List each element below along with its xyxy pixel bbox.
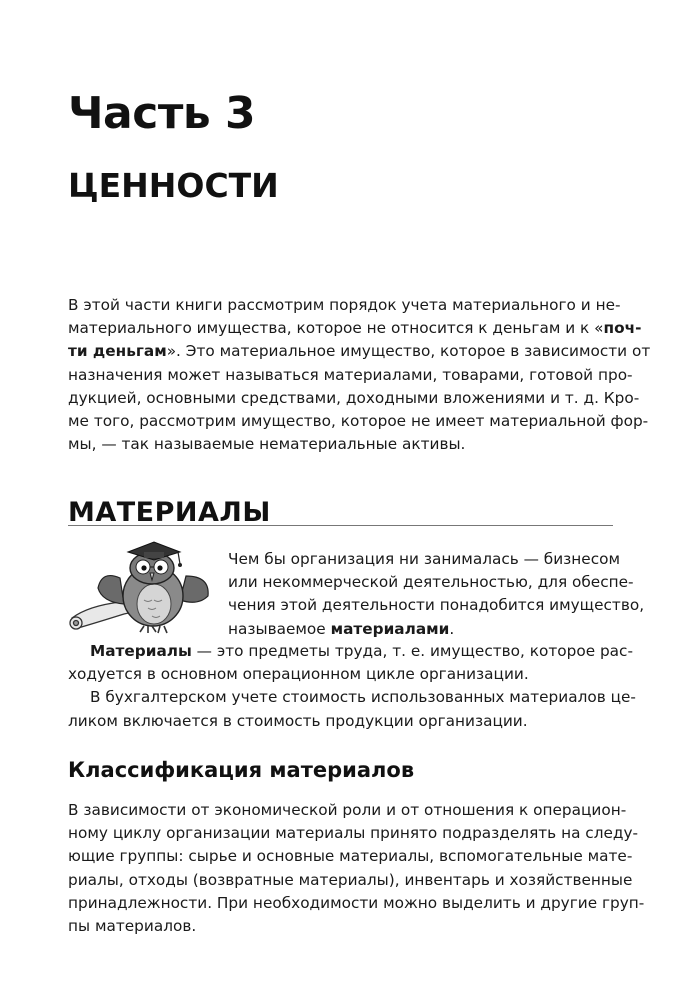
part-subtitle: ЦЕННОСТИ xyxy=(68,166,279,205)
def-line: ходуется в основном операционном цикле организации. xyxy=(68,665,529,684)
term: Материалы xyxy=(90,642,192,660)
materials-definition-paragraph xyxy=(68,640,636,733)
emphasis: материалами xyxy=(330,619,450,638)
side-line: чения этой деятельности понадобится имущество, xyxy=(228,596,645,615)
def-line: Материалы — это предметы труда, т. е. имущество, которое рас- xyxy=(90,642,633,660)
intro-line: ти деньгам». Это материальное имущество, которое в зависимости от xyxy=(68,342,651,361)
class-line: принадлежности. При необходимости можно выделить и другие груп- xyxy=(68,893,645,912)
materials-intro-paragraph xyxy=(228,548,645,641)
section-divider xyxy=(68,525,613,526)
class-line: ному циклу организации материалы принято подразделять на следу- xyxy=(68,824,639,843)
emphasis: поч- xyxy=(603,319,642,338)
intro-line: дукцией, основными средствами, доходными вложениями и т. д. Кро- xyxy=(68,388,640,407)
owl-scholar-icon xyxy=(68,540,218,640)
intro-line: мы, — так называемые нематериальные активы. xyxy=(68,435,466,454)
class-line: пы материалов. xyxy=(68,917,197,936)
class-line: В зависимости от экономической роли и от отношения к операцион- xyxy=(68,801,627,819)
side-line: или некоммерческой деятельностью, для обеспе- xyxy=(228,573,634,592)
section-heading: МАТЕРИАЛЫ xyxy=(68,497,271,528)
intro-line: материального имущества, которое не относится к деньгам и к «поч- xyxy=(68,319,642,338)
intro-line: В этой части книги рассмотрим порядок учета материального и не- xyxy=(68,296,621,314)
def-line: ликом включается в стоимость продукции организации. xyxy=(68,711,528,730)
def-line: В бухгалтерском учете стоимость использованных материалов це- xyxy=(90,688,636,707)
part-title: Часть 3 xyxy=(68,88,256,139)
intro-line: ме того, рассмотрим имущество, которое не имеет материальной фор- xyxy=(68,412,649,431)
class-line: риалы, отходы (возвратные материалы), инвентарь и хозяйственные xyxy=(68,870,633,889)
intro-paragraph xyxy=(68,294,651,456)
emphasis: ти деньгам xyxy=(68,342,167,361)
classification-paragraph xyxy=(68,799,645,938)
class-line: ющие группы: сырье и основные материалы, вспомогательные мате- xyxy=(68,847,633,866)
intro-line: назначения может называться материалами, товарами, готовой про- xyxy=(68,365,633,384)
side-line: называемое материалами. xyxy=(228,619,455,638)
subsection-heading: Классификация материалов xyxy=(68,758,415,782)
side-line: Чем бы организация ни занималась — бизнесом xyxy=(228,550,621,568)
